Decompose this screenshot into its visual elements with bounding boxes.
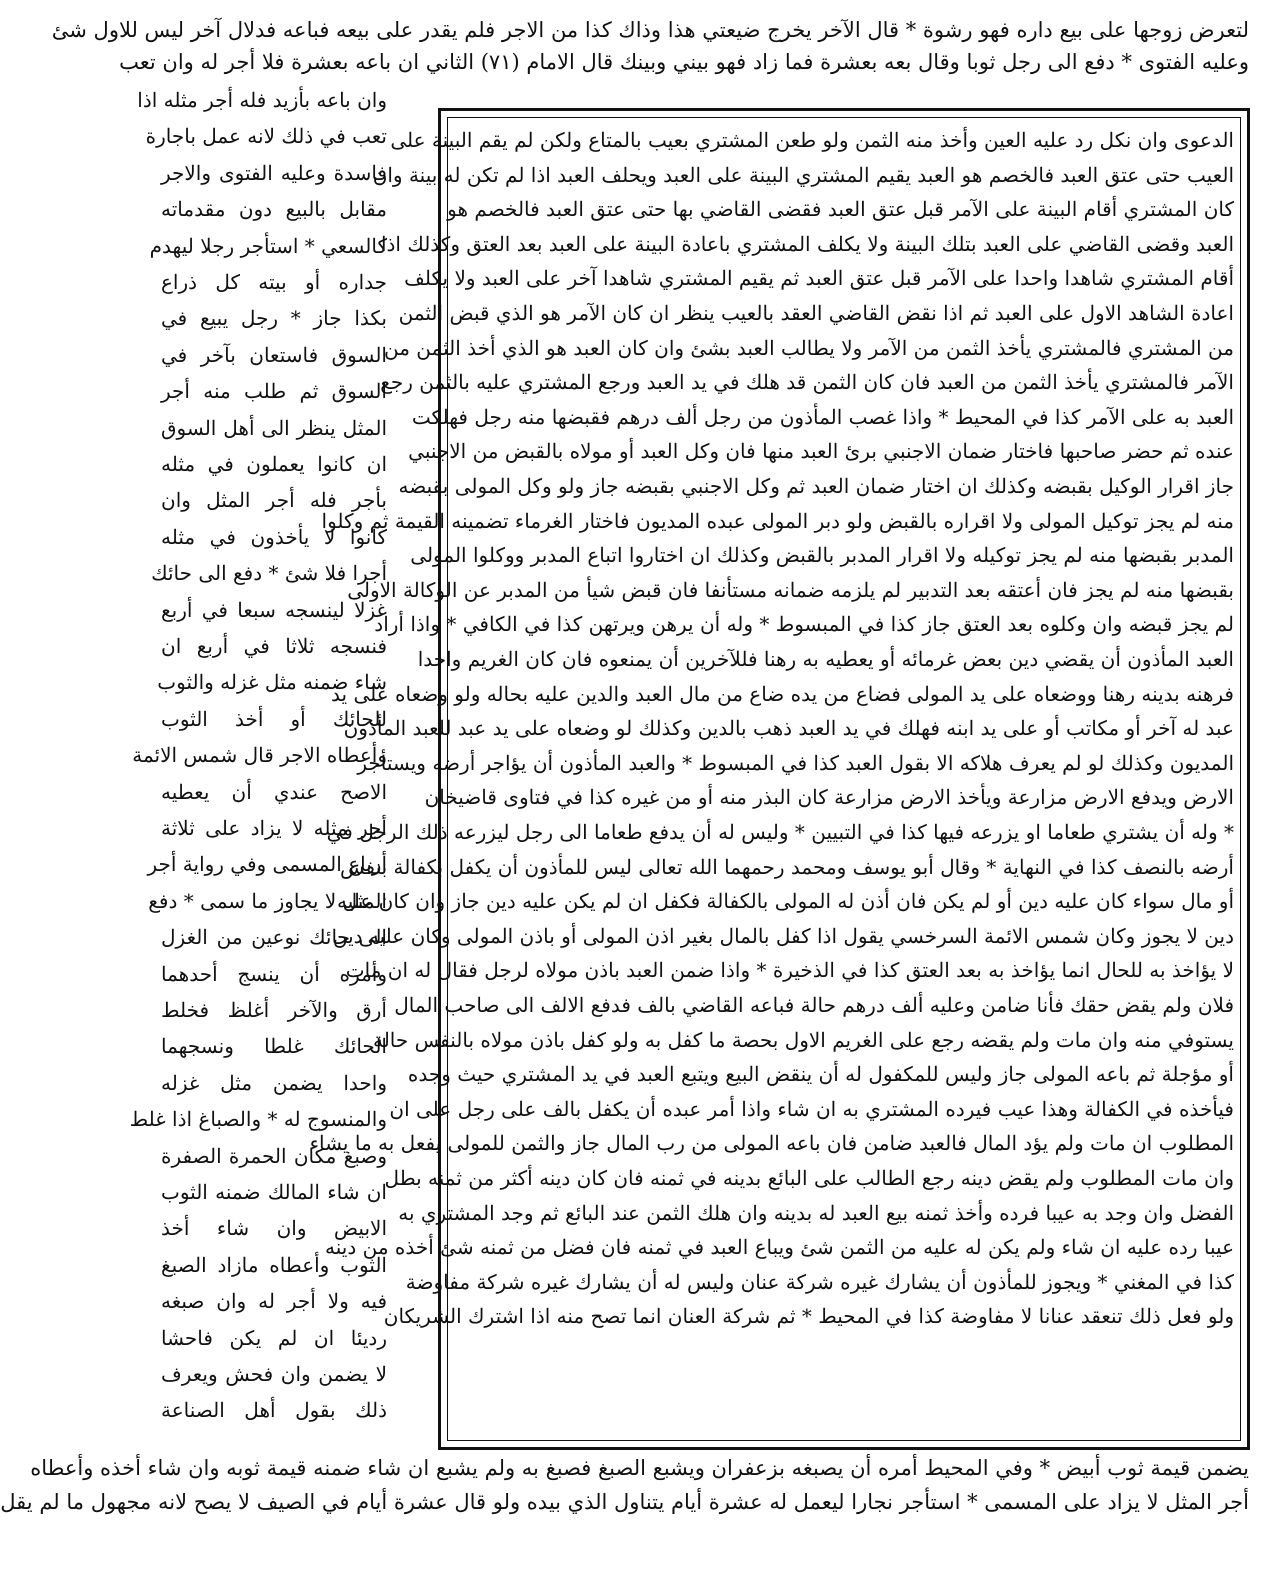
main-text-line: وان مات المطلوب ولم يقض دينه رجع الطالب على البائع بدينه في ثمنه فان كان دينه أكثر من ثمنه بطل xyxy=(384,1166,1234,1190)
main-text-line: العبد المأذون أن يقضي دين بعض غرمائه أو يعطيه به رهنا فللآخرين أن يمنعوه فان كان الغريم واحدا xyxy=(417,647,1234,671)
main-text-line: المطلوب ان مات ولم يؤد المال فالعبد ضامن فان باعه المولى من رب المال جاز والثمن للمولى يفعل به ما يشاء xyxy=(309,1131,1234,1156)
side-column-line: أجرا فلا شئ * دفع الى حائك xyxy=(151,561,387,586)
main-text-line: عنده ثم حضر صاحبها فاختار ضمان الاجنبي برئ العبد منها فان وكل العبد أو مولاه بالقبض من الاجنبي xyxy=(408,439,1234,464)
side-column-line: الثوب وأعطاه مازاد الصبغ xyxy=(161,1252,387,1277)
side-column-line: فنسجه ثلاثا في أربع ان xyxy=(161,634,387,658)
side-column-line: بكذا جاز * رجل يبيع في xyxy=(161,306,387,331)
main-text-line: من المشتري فالمشتري يأخذ الثمن من الآمر ولا يطالب العبد بشئ وان كان العبد هو الذي أخذ الثمن من xyxy=(384,335,1234,360)
main-text-line: فيأخذه في الكفالة وهذا عيب فيرده المشتري به ان شاء واذا أمر عبده أن يكفل بالف على رجل على ان xyxy=(389,1096,1234,1121)
main-text-line: فلان ولم يقض حقك فأنا ضامن وعليه ألف درهم حالة فباعه القاضي بالف فدفع الالف الى صاحب المال xyxy=(394,993,1234,1017)
header-line: وعليه الفتوى * دفع الى رجل ثوبا وقال بعه بعشرة فما زاد فهو بيني وبينك قال الامام (٧١) الثاني ان باعه بعشرة فلا أجر له وان تعب xyxy=(119,50,1249,74)
main-text-line: اعادة الشاهد الاول على العبد ثم اذا نقض القاضي العقد بالعيب ينظر ان كان الآمر هو الذي قبض الثمن xyxy=(398,301,1234,325)
main-text-line: فرهنه بدينه رهنا ووضعاه على يد المولى فضاع من يده ضاع من مال العبد والدين عليه بحاله ولو وضعاه على يد xyxy=(331,681,1234,706)
side-column-line: مقابل بالبيع دون مقدماته xyxy=(161,197,387,222)
side-column-line: شاء ضمنه مثل غزله والثوب xyxy=(157,670,387,695)
main-text-line: الدعوى وان نكل رد عليه العين وأخذ منه الثمن ولو طعن المشتري بعيب بالمتاع ولكن لم يقم البينة على xyxy=(390,128,1234,152)
main-text-line: الآمر فالمشتري يأخذ الثمن من العبد فان كان الثمن قد هلك في يد العبد ورجع المشتري عليه بالثمن رجع xyxy=(380,370,1234,395)
side-column-line: لا يضمن وان فحش ويعرف xyxy=(161,1362,387,1386)
main-text-line: ولو فعل ذلك تنعقد عنانا لا مفاوضة كذا في المحيط * ثم شركة العنان انما تصح منه اذا اشترك الشريكان xyxy=(383,1304,1234,1329)
main-text-line: عبد له آخر أو مكاتب أو على يد ابنه فهلك في يد العبد ذهب بالدين وكذلك لو وضعاه على يد عبد للعبد المأذون xyxy=(343,716,1234,741)
side-column-line: ان كانوا يعملون في مثله xyxy=(161,452,387,476)
side-column-line: وصبغ مكان الحمرة الصفرة xyxy=(161,1143,387,1168)
side-column-line: أجر مثله لا يزاد على ثلاثة xyxy=(161,816,387,840)
main-text-line: جاز اقرار الوكيل بقبضه وكذلك ان اختار ضمان العبد ثم وكل الاجنبي بقبضه جاز ولو وكل المولى بقبضه xyxy=(398,474,1234,498)
main-text-line: المدبر بقبضها منه لم يجز توكيله ولا اقرار المدبر بالقبض وكذلك ان اختاروا اتباع المدبر ووكلوا المولى xyxy=(410,543,1234,568)
side-column-line: كالسعي * استأجر رجلا ليهدم xyxy=(149,233,387,258)
main-text-line: بقبضها منه لم يجز فان أعتقه بعد التدبير لم يلزمه ضمانه مستأنفا فان قبض شيأ من المدبر عن الوكالة الاولى xyxy=(347,577,1234,602)
side-column-line: السوق ثم طلب منه أجر xyxy=(161,379,387,404)
main-text-line: المديون وكذلك لو لم يعرف هلاكه الا بقول العبد كذا في المبسوط * والعبد المأذون أن يؤاجر أرضه ويستأجر xyxy=(357,750,1234,775)
side-column-line: المثل ينظر الى أهل السوق xyxy=(161,415,387,440)
side-column-line: أرباع المسمى وفي رواية أجر xyxy=(147,852,387,877)
footer-line: يضمن قيمة ثوب أبيض * وفي المحيط أمره أن يصبغه بزعفران ويشبع الصبغ فصبغ به ولم يشبع ان شاء ضمنه قيمة ثوبه وان شاء أخذه وأعطاه xyxy=(30,1456,1249,1480)
side-column-line: كانوا لا يأخذون في مثله xyxy=(161,524,387,549)
side-column-line: الى حائك نوعين من الغزل xyxy=(161,925,387,950)
side-column-line: بأجر فله أجر المثل وان xyxy=(161,488,387,513)
side-column-line: ذلك بقول أهل الصناعة xyxy=(161,1398,387,1423)
side-column-line: الاصح عندي أن يعطيه xyxy=(161,779,387,804)
main-text-line: العيب حتى عتق العبد فالخصم هو العبد يقيم المشتري البينة على العبد ويحلف العبد اذا لم تكن له بينة وان xyxy=(372,162,1234,187)
main-text-line: يستوفي منه وان مات ولم يقضه رجع على الغريم الاول بحصة ما كفل به ولو كفل باذن مولاه بالنفس حالة xyxy=(372,1027,1234,1052)
main-text-line: عيبا رده عليه ان شاء ولم يكن له عليه من الثمن شئ ويباع العبد في ثمنه فان فضل من ثمنه شئ أخذه من دينه xyxy=(325,1235,1234,1260)
side-column-line: أرق والآخر أغلظ فخلط xyxy=(161,998,387,1022)
main-text-line: لم يجز قبضه وان وكلوه بعد العتق جاز كذا في المبسوط * وله أن يرهن ويرتهن كذا في الكافي * واذا أراد xyxy=(374,612,1234,637)
side-column-line: الابيض وان شاء أخذ xyxy=(161,1216,387,1241)
main-text-line: كان المشتري أقام البينة على الآمر قبل عتق العبد فقضى القاضي بها حتى عتق العبد فالخصم هو xyxy=(447,197,1234,222)
side-column-line: الحائك غلطا ونسجهما xyxy=(161,1034,387,1059)
side-column-line: تعب في ذلك لانه عمل باجارة xyxy=(145,124,387,149)
main-text-line: أرضه بالنصف كذا في النهاية * وقال أبو يوسف ومحمد رحمهما الله تعالى ليس للمأذون أن يكفل بكفالة بنفس xyxy=(339,854,1234,879)
main-text-line: العبد به على الآمر كذا في المحيط * واذا غصب المأذون من رجل ألف درهم فقبضها منه رجل فهلكت xyxy=(411,404,1234,429)
side-column-line: غزلا لينسجه سبعا في أربع xyxy=(161,597,387,622)
main-text-line: * وله أن يشتري طعاما او يزرعه فيها كذا في التبيين * وليس له أن يدفع طعاما الى رجل ليزرعه ذلك الرجل في xyxy=(326,820,1234,844)
main-text-line: دين لا يجوز وكان شمس الائمة السرخسي يقول اذا كفل بالمال بغير اذن المولى أو باذن المولى وكان عليه دين xyxy=(332,923,1234,948)
side-column-line: واحدا يضمن مثل غزله xyxy=(161,1070,387,1095)
side-column-line: للحائك أو أخذ الثوب xyxy=(161,706,387,731)
main-text-line: منه لم يجز توكيل المولى ولا اقراره بالقبض ولو دبر المولى عبده المديون فاختار الغرماء تضمينه القيمة ثم وكلوا xyxy=(321,508,1234,533)
side-column-line: والمنسوج له * والصباغ اذا غلط xyxy=(129,1107,387,1132)
side-column-line: وأعطاه الاجر قال شمس الائمة xyxy=(132,743,387,768)
main-text-line: العبد وقضى القاضي على العبد بتلك البينة ولا يكلف المشتري باعادة البينة على العبد بعد العتق وكذلك اذا xyxy=(380,231,1234,256)
main-text-line: كذا في المغني * ويجوز للمأذون أن يشارك غيره شركة عنان وليس له أن يشارك غيره شركة مفاوضة xyxy=(405,1269,1234,1294)
main-text-line: الفضل وان وجد به عيبا فرده وأخذ ثمنه بيع العبد له بدينه وان هلك الثمن عند البائع ثم وجد المشتري به xyxy=(398,1200,1234,1225)
page-number xyxy=(151,0,153,1)
main-text-line: أو مؤجلة ثم باعه المولى جاز وليس للمكفول له أن ينقض البيع ويتبع العبد في يد المشتري حيث وجده xyxy=(407,1062,1234,1087)
side-column-line: وان باعه بأزيد فله أجر مثله اذا xyxy=(137,88,387,112)
side-column-line: فاسدة وعليه الفتوى والاجر xyxy=(161,160,387,185)
side-column-line: المثل لا يجاوز ما سمى * دفع xyxy=(148,888,387,913)
side-column-line: فيه ولا أجر له وان صبغه xyxy=(161,1289,387,1314)
main-text-line: الارض ويدفع الارض مزارعة ويأخذ الارض مزارعة كان البذر منه أو من غيره كذا في فتاوى قاضيخان xyxy=(424,785,1234,810)
side-column-line: السوق فاستعان بآخر في xyxy=(161,342,387,367)
side-column-line: ان شاء المالك ضمنه الثوب xyxy=(161,1180,387,1204)
header-line: لتعرض زوجها على بيع داره فهو رشوة * قال الآخر يخرج ضيعتي هذا وذاك كذا من الاجر فلم يقدر على بيعه فباعه فدلال آخر ليس للاول شئ xyxy=(51,18,1249,42)
main-text-line: أقام المشتري شاهدا واحدا على الآمر قبل عتق العبد ثم يقيم المشتري شاهدا آخر على العبد ولا يكلف xyxy=(404,266,1234,291)
main-text-line: أو مال سواء كان عليه دين أو لم يكن فان أذن له المولى بالكفالة فكفل ان لم يكن عليه دين جاز وان كان عليه xyxy=(336,889,1234,914)
side-column-line: جداره أو بيته كل ذراع xyxy=(161,270,387,294)
side-column-line: وأمره أن ينسج أحدهما xyxy=(161,961,387,986)
footer-line: أجر المثل لا يزاد على المسمى * استأجر نجارا ليعمل له عشرة أيام يتناول الذي بيده ولو قال عشرة أيام في الصيف لا يصح لانه مجهول ما لم يقل xyxy=(0,1490,1249,1514)
side-column-line: رديئا ان لم يكن فاحشا xyxy=(161,1325,387,1350)
main-text-line: لا يؤاخذ به للحال انما يؤاخذ به بعد العتق كذا في الذخيرة * واذا ضمن العبد باذن مولاه لرجل فقال له ان مات xyxy=(345,958,1234,983)
